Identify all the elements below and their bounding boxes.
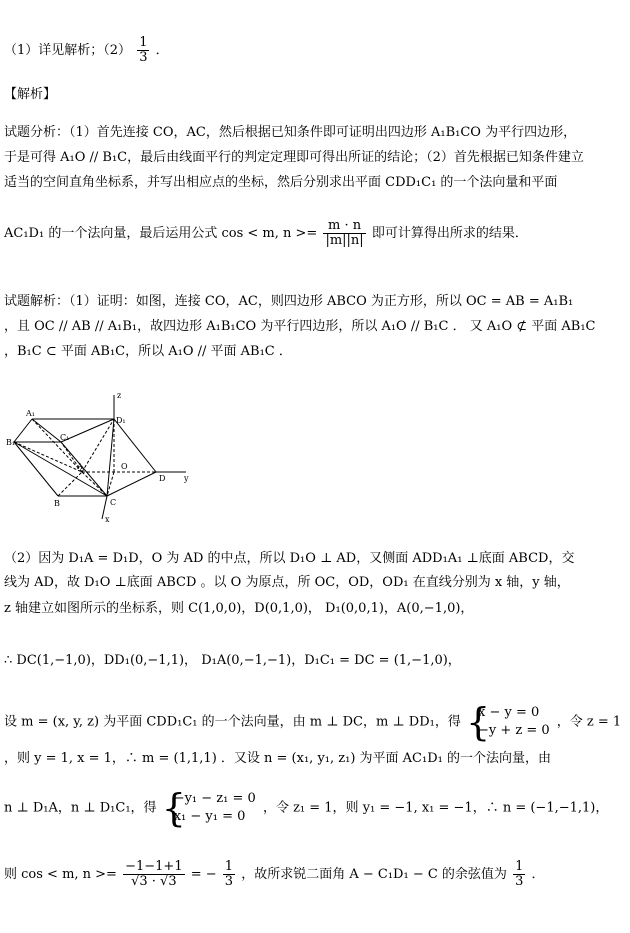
answer-fraction	[137, 36, 149, 65]
sys2-row-2: x₁ − y₁ = 0	[173, 809, 246, 824]
answer-text: （1）详见解析；（2）	[4, 43, 132, 58]
final-answer-den: 3	[515, 874, 524, 889]
part2-line-1: （2）因为 D₁A = D₁D，O 为 AD 的中点，所以 D₁O ⊥ AD，又侧面 ADD₁A₁ ⊥底面 ABCD，交	[4, 551, 575, 566]
part2-line-5	[4, 704, 621, 740]
part2-line-8b: ，故所求锐二面角 A − C₁D₁ − C 的余弦值为	[241, 867, 507, 882]
part2-line-4: ∴ DC(1,−1,0)，DD₁(0,−1,1)， D₁A(0,−1,−1)，D₁C₁ = DC = (1,−1,0)，	[4, 653, 461, 668]
cos-result-den: 3	[224, 874, 234, 889]
part2-line-7a: n ⊥ D₁A，n ⊥ D₁C₁，得	[4, 800, 157, 816]
cos-fraction	[123, 860, 185, 889]
solution-line-2: ，且 OC // AB // A₁B₁，故四边形 A₁B₁CO 为平行四边形，所以 A₁O // B₁C ． 又 A₁O ⊄ 平面 AB₁C	[4, 319, 596, 334]
part2-line-5a: 设 m = (x, y, z) 为平面 CDD₁C₁ 的一个法向量，由 m ⊥ DC，m ⊥ DD₁，得	[4, 714, 461, 730]
formula-fraction	[323, 219, 365, 248]
formula-den: |m||n|	[325, 233, 364, 248]
solution-line-1: 试题解析：（1）证明：如图，连接 CO，AC，则四边形 ABCO 为正方形，所以 OC = AB = A₁B₁	[4, 294, 574, 309]
part2-line-8a: 则 cos < m, n >=	[4, 867, 117, 882]
cos-num: −1−1+1	[125, 859, 183, 874]
edge-a1-a	[32, 419, 82, 472]
edge-a1-c1	[32, 419, 61, 442]
edge-c1-c	[61, 442, 107, 496]
label-c1: C₁	[60, 433, 70, 442]
solution-line-3: ，B₁C ⊂ 平面 AB₁C，所以 A₁O // 平面 AB₁C ．	[4, 344, 292, 359]
label-x: x	[105, 515, 110, 524]
edge-b-a	[58, 472, 82, 496]
edge-b1-c	[14, 442, 107, 496]
edge-b1-a	[14, 442, 82, 472]
label-d: D	[159, 474, 166, 483]
edge-a-d1	[82, 419, 114, 472]
edge-b1-a1	[14, 419, 32, 442]
analysis-line-3: 适当的空间直角坐标系，并写出相应点的坐标，然后分别求出平面 CDD₁C₁ 的一个法向量和平面	[4, 175, 558, 190]
label-b: B	[54, 499, 60, 508]
answer-end: ．	[155, 43, 169, 58]
label-c: C	[110, 498, 117, 507]
part2-line-6: ，则 y = 1, x = 1，∴ m = (1,1,1) ．又设 n = (x₁, y₁, z₁) 为平面 AC₁D₁ 的一个法向量，由	[4, 751, 551, 766]
part2-line-8-end: ．	[531, 867, 545, 882]
answer-line	[4, 36, 169, 65]
geometry-figure	[4, 385, 190, 525]
answer-frac-den: 3	[139, 50, 148, 65]
label-b1: B₁	[6, 438, 16, 447]
label-a1: A₁	[26, 409, 35, 418]
cos-result-num: 1	[224, 859, 234, 874]
analysis-line-1: 试题分析：（1）首先连接 CO，AC，然后根据已知条件即可证明出四边形 A₁B₁CO 为平行四边形，	[4, 125, 577, 140]
label-o: O	[121, 462, 128, 471]
analysis-line-4	[4, 219, 528, 248]
analysis-line-2: 于是可得 A₁O // B₁C，最后由线面平行的判定定理即可得出所证的结论；（2）首先根据已知条件建立	[4, 150, 584, 165]
edge-c-d	[107, 472, 156, 496]
label-y: y	[184, 474, 189, 483]
label-d1: D₁	[116, 416, 126, 425]
part2-line-3: z 轴建立如图所示的坐标系，则 C(1,0,0)，D(0,1,0)， D₁(0,0,1)，A(0,−1,0)，	[4, 601, 474, 616]
sys1-row-2: −y + z = 0	[477, 723, 550, 738]
part2-line-5b: ，令 z = 1	[556, 714, 622, 730]
formula-num: m · n	[323, 219, 365, 234]
sys1-row-1: { x − y = 0	[477, 705, 540, 720]
edge-b1-b	[14, 442, 58, 496]
equation-system-2	[164, 790, 256, 826]
cos-eq: = −	[190, 867, 217, 882]
analysis-line-4b: 即可计算得出所求的结果．	[371, 226, 528, 241]
part2-line-7b: ，令 z₁ = 1，则 y₁ = −1, x₁ = −1，∴ n = (−1,−1,1)，	[262, 800, 609, 816]
part2-line-2: 线为 AD，故 D₁O ⊥底面 ABCD 。以 O 为原点，所 OC，OD，OD₁ 在直线分别为 x 轴，y 轴，	[4, 575, 570, 590]
final-answer-num: 1	[515, 859, 524, 874]
equation-system-1	[468, 704, 550, 740]
answer-frac-num: 1	[139, 35, 148, 50]
label-z: z	[117, 391, 122, 400]
final-answer-fraction	[513, 860, 525, 889]
part2-line-7	[4, 790, 608, 826]
label-a: A	[77, 462, 83, 471]
cos-result-fraction	[223, 860, 235, 889]
sys2-row-1: { −y₁ − z₁ = 0	[173, 791, 256, 806]
part2-line-8	[4, 860, 545, 889]
section-heading: 【解析】	[4, 87, 57, 102]
analysis-line-4a: AC₁D₁ 的一个法向量，最后运用公式	[4, 226, 218, 241]
geometry-svg	[4, 385, 190, 525]
cos-den: √3 · √3	[131, 874, 177, 889]
formula-lhs: cos < m, n >=	[221, 226, 318, 241]
